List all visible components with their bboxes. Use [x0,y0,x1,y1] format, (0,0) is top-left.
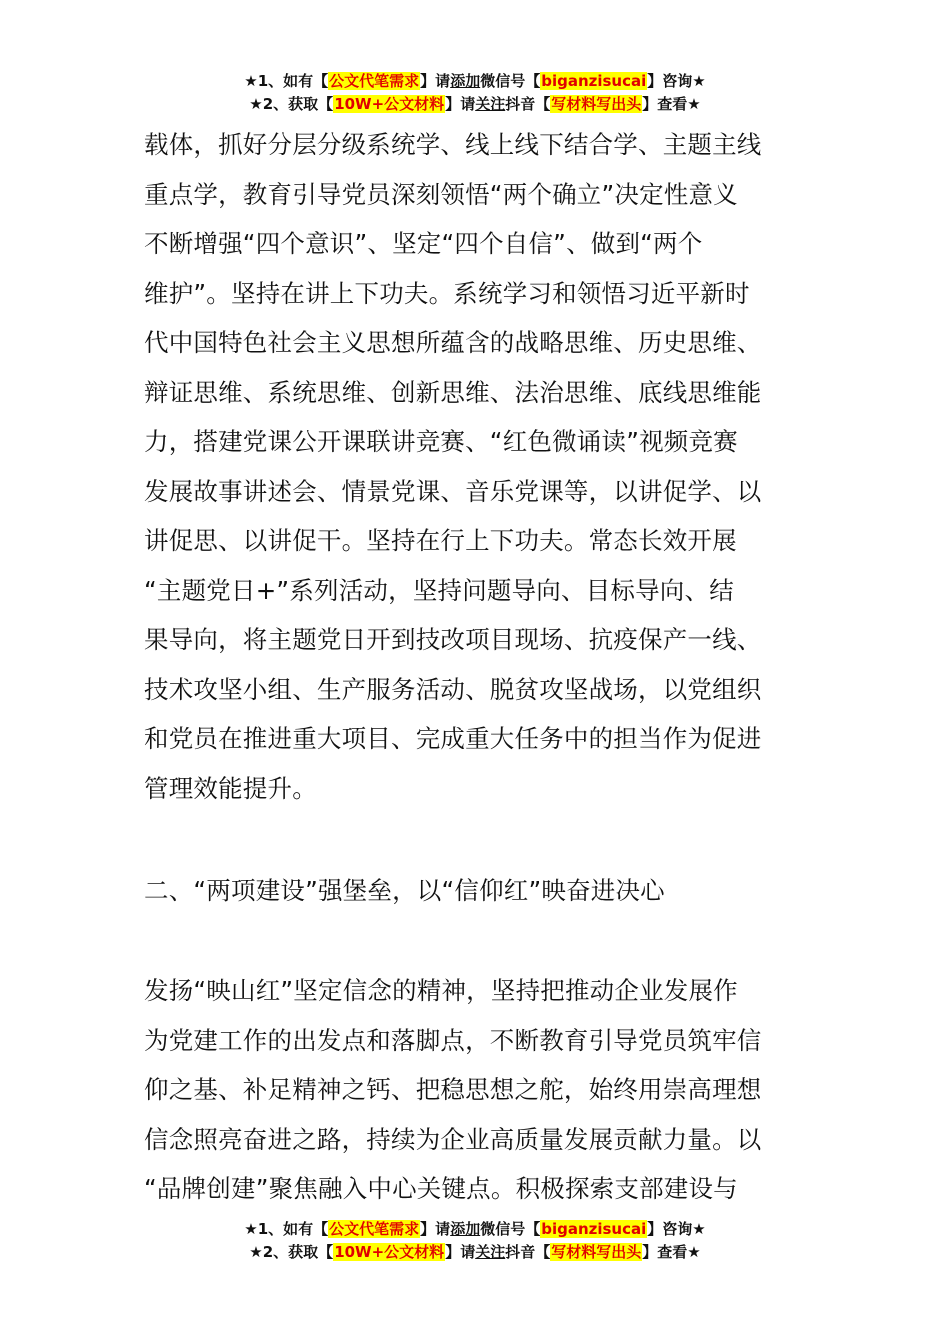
banner-text: 微信号【 [480,72,541,90]
banner-line-2 [0,93,950,116]
bottom-banner [0,1218,950,1264]
text-line: 不断增强“四个意识”、坚定“四个自信”、做到“两个 [144,229,703,258]
banner-text: 微信号【 [480,1220,541,1238]
top-banner [0,70,950,116]
text-line: 果导向，将主题党日开到技改项目现场、抗疫保产一线、 [144,625,762,654]
banner-underlined-text: 添加 [450,1220,481,1238]
text-line: 发扬“映山红”坚定信念的精神，坚持把推动企业发展作 [144,976,738,1005]
highlight-wechat-id: biganzisucai [541,1220,647,1238]
banner-underlined-text: 关注 [475,1243,506,1261]
body-paragraph-1 [144,120,808,813]
banner-underlined-text: 关注 [475,95,506,113]
text-line: 信念照亮奋进之路，持续为企业高质量发展贡献力量。以 [144,1124,762,1154]
banner-underlined-text: 添加 [450,72,481,90]
banner-text: 】查看★ [642,95,701,113]
text-line: “品牌创建”聚焦融入中心关键点。积极探索支部建设与 [144,1174,738,1203]
banner-text: 】请 [445,95,476,113]
banner-text: 】请 [420,72,451,90]
text-line: 技术攻坚小组、生产服务活动、脱贫攻坚战场，以党组织 [144,674,762,704]
body-paragraph-2 [144,966,808,1214]
banner-line-1 [0,70,950,93]
banner-text: 】咨询★ [647,1220,706,1238]
banner-text: 抖音【 [505,1243,551,1261]
highlight-service: 公文代笔需求 [329,72,420,90]
text-line: 讲促思、以讲促干。坚持在行上下功夫。常态长效开展 [144,526,737,555]
text-line: 为党建工作的出发点和落脚点，不断教育引导党员筑牢信 [144,1025,762,1055]
text-line: 重点学，教育引导党员深刻领悟“两个确立”决定性意义 [144,179,738,209]
banner-text: ★1、如有【 [244,1220,329,1238]
highlight-douyin-id: 写材料写出头 [551,95,642,113]
text-line: 力，搭建党课公开课联讲竞赛、“红色微诵读”视频竞赛 [144,427,738,456]
banner-text: ★2、获取【 [249,95,334,113]
section-heading-text: 二、“两项建设”强堡垒，以“信仰红”映奋进决心 [144,876,665,905]
banner-text: 抖音【 [505,95,551,113]
highlight-materials: 10W+公文材料 [334,95,445,113]
banner-text: ★1、如有【 [244,72,329,90]
banner-text: 】请 [445,1243,476,1261]
banner-text: 】咨询★ [647,72,706,90]
highlight-douyin-id: 写材料写出头 [551,1243,642,1261]
text-line: 载体，抓好分层分级系统学、线上线下结合学、主题主线 [144,130,762,159]
text-line: 管理效能提升。 [144,773,317,803]
section-heading [144,866,808,916]
banner-text: 】请 [420,1220,451,1238]
text-line: 发展故事讲述会、情景党课、音乐党课等，以讲促学、以 [144,476,762,506]
highlight-materials: 10W+公文材料 [334,1243,445,1261]
text-line: 仰之基、补足精神之钙、把稳思想之舵，始终用崇高理想 [144,1075,762,1104]
text-line: 辩证思维、系统思维、创新思维、法治思维、底线思维能 [144,377,762,407]
text-line: “主题党日+”系列活动，坚持问题导向、目标导向、结 [144,575,734,605]
banner-text: 】查看★ [642,1243,701,1261]
highlight-wechat-id: biganzisucai [541,72,647,90]
banner-line-1 [0,1218,950,1241]
text-line: 代中国特色社会主义思想所蕴含的战略思维、历史思维、 [144,328,762,357]
text-line: 维护”。坚持在讲上下功夫。系统学习和领悟习近平新时 [144,278,750,308]
text-line: 和党员在推进重大项目、完成重大任务中的担当作为促进 [144,724,762,753]
banner-text: ★2、获取【 [249,1243,334,1261]
banner-line-2 [0,1241,950,1264]
highlight-service: 公文代笔需求 [329,1220,420,1238]
